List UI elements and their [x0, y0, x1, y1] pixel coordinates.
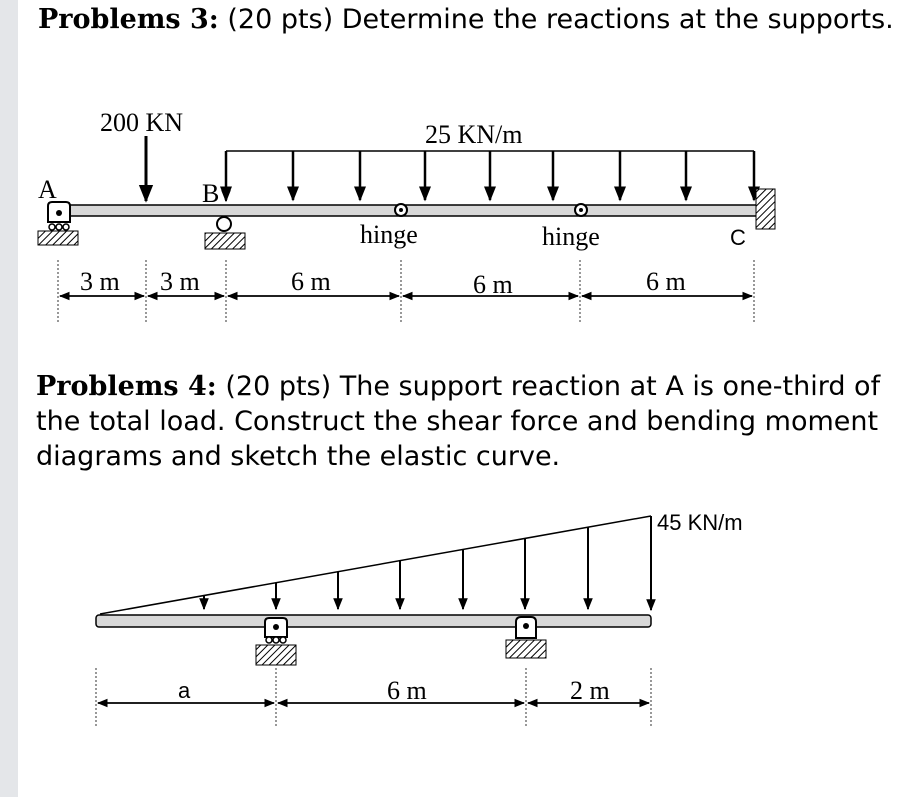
distributed-load-p3 — [226, 151, 754, 200]
point-b-label: B — [202, 179, 220, 208]
dim-5: 6 m — [646, 267, 686, 296]
distributed-load-label: 25 KN/m — [425, 120, 523, 149]
support-c-fixed — [756, 189, 775, 229]
hinge-left — [395, 204, 407, 216]
dim-4: 6 m — [473, 270, 513, 299]
dim-6m: 6 m — [387, 676, 427, 705]
dim-2m: 2 m — [570, 676, 610, 705]
problem-3-text: (20 pts) Determine the reactions at the supports. — [218, 4, 894, 35]
hinge-right-label: hinge — [542, 222, 600, 251]
beam-p4 — [96, 615, 651, 627]
problem-4-text: (20 pts) The support reaction at A is one-third of the total load. Construct the shear force and bending moment diagrams and sketch the elastic curve. — [36, 371, 881, 472]
beam-p3 — [58, 205, 766, 216]
dim-2: 3 m — [160, 267, 200, 296]
problem-4-heading: Problems 4: — [36, 371, 217, 402]
point-a-label: A — [38, 175, 57, 204]
hinge-right — [575, 204, 587, 216]
problem-4-figure — [96, 510, 743, 728]
max-load-label: 45 KN/m — [657, 510, 743, 535]
point-load-label: 200 KN — [100, 108, 184, 137]
problem-3-heading: Problems 3: — [38, 4, 219, 35]
hinge-left-label: hinge — [360, 220, 418, 249]
dim-1: 3 m — [80, 267, 120, 296]
support-b-roller — [205, 217, 245, 249]
problem-3-figure — [38, 108, 775, 322]
dim-3: 6 m — [291, 267, 331, 296]
point-c-label: C — [730, 225, 746, 250]
triangular-load-p4 — [100, 516, 651, 614]
dim-a: a — [178, 678, 191, 703]
